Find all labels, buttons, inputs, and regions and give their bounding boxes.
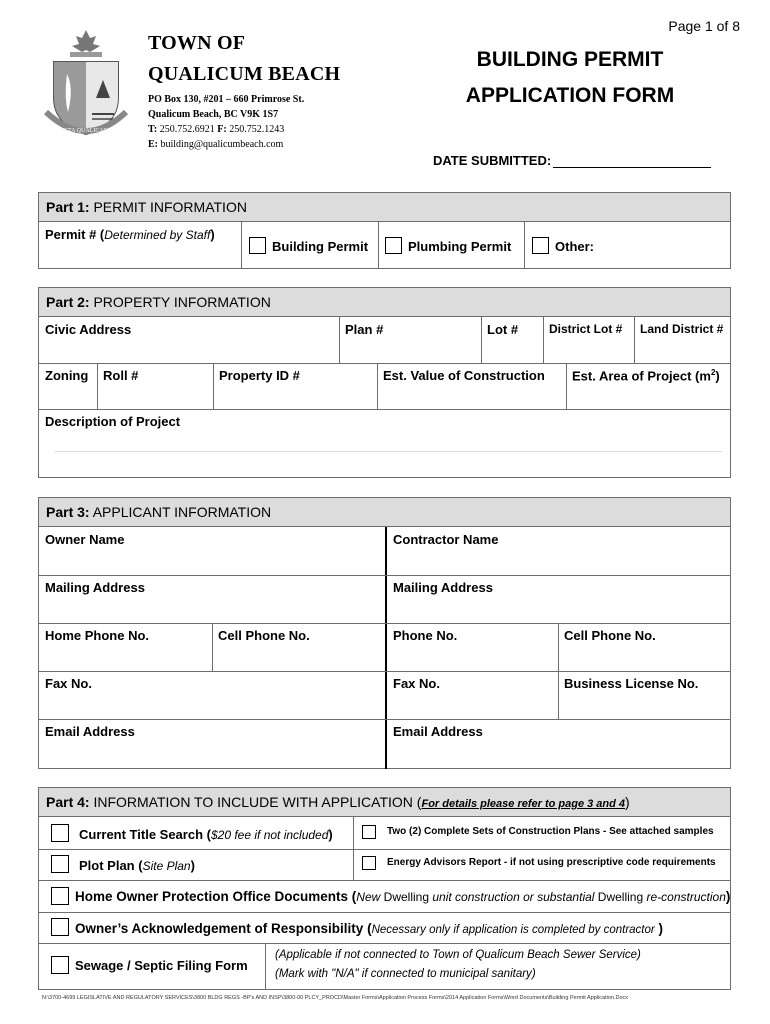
owners-acknowledgement-label: Owner’s Acknowledgement of Responsibility [75, 921, 364, 936]
contractor-mailing-address-label: Mailing Address [393, 580, 493, 595]
land-district-label: Land District # [640, 322, 724, 336]
part2-title: PROPERTY INFORMATION [93, 294, 271, 310]
other-permit-checkbox[interactable] [532, 237, 549, 254]
construction-plans-item: Two (2) Complete Sets of Construction Plans - See attached samples [387, 826, 714, 837]
sewage-septic-checkbox[interactable] [51, 956, 69, 974]
sewage-note-1-text: Applicable if not connected to Town of Qualicum Beach Sewer Service [278, 949, 638, 961]
plot-plan-item: Plot Plan (Site Plan) [79, 858, 195, 873]
tel-label: T: [148, 124, 158, 135]
sewage-note-1: (Applicable if not connected to Town of Qualicum Beach Sewer Service) [275, 949, 641, 961]
hpo-note-3: unit construction or substantial [432, 890, 595, 904]
est-area-field[interactable] [566, 364, 731, 409]
owner-mailing-address-label: Mailing Address [45, 580, 145, 595]
construction-plans-checkbox[interactable] [362, 825, 376, 839]
business-license-field[interactable] [558, 672, 730, 719]
home-phone-field[interactable] [39, 624, 212, 671]
part1-label: Part 1: [46, 199, 90, 215]
plumbing-permit-label: Plumbing Permit [408, 239, 512, 254]
owner-mailing-address-field[interactable] [39, 576, 385, 623]
property-id-label: Property ID # [219, 368, 300, 383]
construction-plans-two: Two [387, 826, 407, 837]
address-line1: PO Box 130, #201 – 660 Primrose St. [148, 94, 305, 105]
contractor-mailing-address-field[interactable] [387, 576, 730, 623]
civic-address-label: Civic Address [45, 322, 132, 337]
other-permit-label: Other: [555, 239, 594, 254]
contractor-name-label: Contractor Name [393, 532, 499, 547]
fax-label: F: [217, 124, 227, 135]
town-name-line1: TOWN OF [148, 32, 246, 54]
part1-title: PERMIT INFORMATION [93, 199, 247, 215]
zoning-field[interactable] [39, 364, 97, 409]
owner-email-field[interactable] [39, 720, 385, 768]
contractor-fax-label: Fax No. [393, 676, 440, 691]
address-line2: Qualicum Beach, BC V9K 1S7 [148, 109, 279, 120]
owner-fax-field[interactable] [39, 672, 385, 719]
email-address: building@qualicumbeach.com [160, 139, 284, 150]
svg-text:ACTA QUALICANA: ACTA QUALICANA [59, 128, 113, 134]
owner-name-label: Owner Name [45, 532, 125, 547]
description-label: Description of Project [45, 414, 181, 429]
contractor-cell-phone-label: Cell Phone No. [564, 628, 656, 643]
roll-number-label: Roll # [103, 368, 139, 383]
plan-number-field[interactable] [339, 318, 481, 363]
district-lot-label: District Lot # [549, 322, 623, 336]
hpo-note-1: New [356, 890, 381, 904]
permit-number-field[interactable]: Permit # (Determined by Staff) [45, 227, 215, 242]
part3-label: Part 3: [46, 504, 90, 520]
contractor-email-field[interactable] [387, 720, 730, 768]
energy-report-checkbox[interactable] [362, 856, 376, 870]
contractor-phone-label: Phone No. [393, 628, 458, 643]
part4-header: Part 4: INFORMATION TO INCLUDE WITH APPLICATION (For details please refer to page 3 and 4) [39, 788, 730, 817]
description-field[interactable] [39, 410, 730, 477]
sewage-note-2-text: Mark with "N/A" if connected to municipal sanitary [278, 968, 532, 980]
hpo-note-2: Dwelling [383, 890, 430, 904]
plumbing-permit-checkbox[interactable] [385, 237, 402, 254]
title-search-note: $20 fee if not included [210, 828, 329, 842]
part3-title: APPLICANT INFORMATION [92, 504, 272, 520]
part4-label: Part 4: [46, 794, 90, 810]
zoning-label: Zoning [45, 368, 89, 383]
construction-plans-num: 2 [412, 826, 418, 837]
page-number: Page 1 of 8 [668, 18, 740, 34]
part2-property-information [38, 287, 731, 478]
form-title-line1: BUILDING PERMIT [476, 48, 664, 71]
title-search-checkbox[interactable] [51, 824, 69, 842]
plan-number-label: Plan # [345, 322, 384, 337]
tel-number: 250.752.6921 [159, 124, 215, 135]
property-id-field[interactable] [213, 364, 377, 409]
district-lot-field[interactable] [543, 318, 634, 363]
hpo-documents-label: Home Owner Protection Office Documents [75, 889, 349, 904]
construction-plans-text: Complete Sets of Construction Plans - See attached samples [424, 826, 714, 837]
contractor-email-label: Email Address [393, 724, 483, 739]
owners-acknowledgement-checkbox[interactable] [51, 918, 69, 936]
building-permit-checkbox[interactable] [249, 237, 266, 254]
owner-cell-phone-label: Cell Phone No. [218, 628, 310, 643]
lot-number-label: Lot # [487, 322, 519, 337]
energy-report-label: Energy Advisors Report - if not using prescriptive code requirements [387, 857, 716, 868]
plot-plan-checkbox[interactable] [51, 855, 69, 873]
sewage-note-2: (Mark with "N/A" if connected to municipal sanitary) [275, 968, 536, 980]
address-block [148, 92, 304, 152]
owner-cell-phone-field[interactable] [212, 624, 385, 671]
part3-applicant-information [38, 497, 731, 769]
hpo-documents-item: Home Owner Protection Office Documents (New Dwelling unit construction or substantial Dwelling re-construction) [75, 889, 731, 904]
home-phone-label: Home Phone No. [45, 628, 150, 643]
owner-name-field[interactable] [39, 528, 385, 575]
part2-label: Part 2: [46, 294, 90, 310]
form-title-line2: APPLICATION FORM [465, 84, 675, 107]
part2-header [39, 288, 730, 317]
hpo-note-5: re-construction [646, 890, 726, 904]
town-name-line2: QUALICUM BEACH [148, 63, 341, 85]
part3-header [39, 498, 730, 527]
fax-number: 250.752.1243 [229, 124, 285, 135]
contractor-phone-field[interactable] [387, 624, 557, 671]
sewage-septic-label: Sewage / Septic Filing Form [75, 958, 248, 973]
file-path-footer: N:\3700-4699 LEGISLATIVE AND REGULATORY SERVICES\3800 BLDG REGS -BP's AND INSP\3800-00 PLCY_PROCD\Master Forms\Application Process Forms\2014 Application Forms\Word Documents\Building Permit Application.Docx [42, 995, 629, 1001]
hpo-note-4: Dwelling [597, 890, 644, 904]
part1-permit-information [38, 192, 731, 269]
title-search-item: Current Title Search ($20 fee if not included) [79, 827, 333, 842]
land-district-field[interactable] [634, 318, 731, 363]
roll-number-field[interactable] [97, 364, 213, 409]
civic-address-field[interactable] [39, 318, 339, 363]
date-submitted-label: DATE SUBMITTED: [433, 153, 552, 168]
part1-header [39, 193, 730, 222]
plot-plan-note: Site Plan [142, 859, 191, 873]
owner-email-label: Email Address [45, 724, 135, 739]
title-search-label: Current Title Search [79, 827, 204, 842]
building-permit-label: Building Permit [272, 239, 369, 254]
est-value-field[interactable] [377, 364, 566, 409]
business-license-label: Business License No. [564, 676, 699, 691]
lot-number-field[interactable] [481, 318, 543, 363]
owners-acknowledgement-note: Necessary only if application is completed by contractor [371, 924, 655, 936]
part4-title-note: For details please refer to page 3 and 4 [421, 798, 626, 810]
date-submitted-field[interactable] [553, 167, 711, 168]
owner-fax-label: Fax No. [45, 676, 92, 691]
plot-plan-label: Plot Plan [79, 858, 135, 873]
contractor-cell-phone-field[interactable] [558, 624, 730, 671]
town-crest-logo [40, 28, 132, 140]
hpo-documents-checkbox[interactable] [51, 887, 69, 905]
est-area-label: Est. Area of Project (m [572, 368, 711, 384]
est-value-label: Est. Value of Construction [383, 368, 545, 383]
part4-information-to-include [38, 787, 731, 990]
est-area-sup: 2 [710, 368, 716, 377]
permit-note: Determined by Staff [104, 228, 211, 242]
contractor-fax-field[interactable] [387, 672, 557, 719]
permit-number-label: Permit # [45, 227, 97, 242]
part4-title: INFORMATION TO INCLUDE WITH APPLICATION [93, 794, 413, 810]
email-label: E: [148, 139, 158, 150]
contractor-name-field[interactable] [387, 528, 730, 575]
est-area-close: ) [715, 368, 720, 384]
owners-acknowledgement-item: Owner’s Acknowledgement of Responsibility (Necessary only if application is completed by contractor ) [75, 921, 663, 936]
